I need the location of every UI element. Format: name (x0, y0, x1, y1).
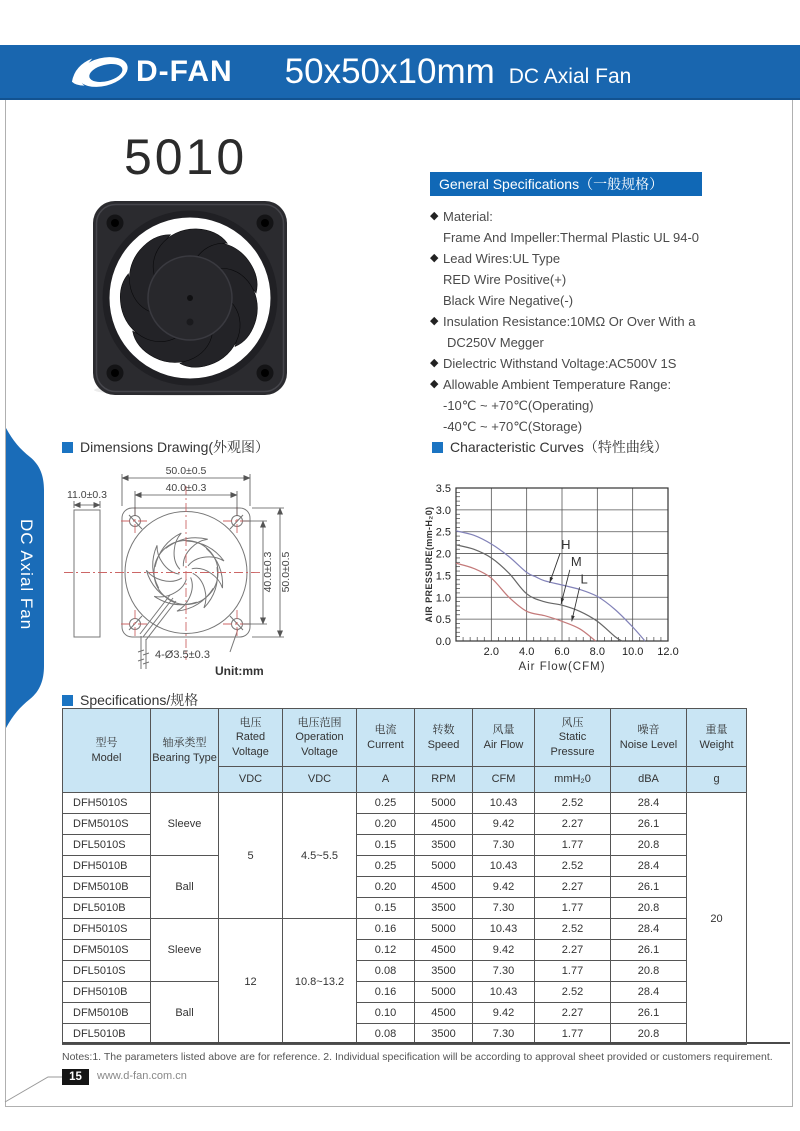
dimension-labels (67, 465, 292, 678)
svg-text:4.0: 4.0 (519, 646, 535, 658)
specifications-table-wrap (62, 708, 746, 1045)
dim-width-inner: 40.0±0.3 (165, 482, 207, 494)
svg-text:0.5: 0.5 (435, 614, 451, 627)
airflow-cell: 9.42 (473, 814, 535, 835)
general-specs-section (430, 172, 740, 437)
spec-bullet-item (430, 374, 740, 395)
col-header: 电流 Current (357, 709, 415, 767)
model-cell: DFH5010B (63, 982, 151, 1003)
side-tab-label: DC Axial Fan (17, 518, 36, 631)
dim-holes: 4-Ø3.5±0.3 (155, 649, 210, 661)
product-size-title: 50x50x10mm (284, 51, 495, 91)
noise-cell: 28.4 (611, 793, 687, 814)
col-header: 电压 Rated Voltage (219, 709, 283, 767)
airflow-cell: 9.42 (473, 877, 535, 898)
curve-label-H: H (561, 537, 571, 553)
noise-cell: 28.4 (611, 919, 687, 940)
section-title-curves-label: Characteristic Curves（特性曲线） (450, 439, 668, 455)
blue-square-icon (432, 442, 443, 453)
page-number-badge: 15 (62, 1069, 89, 1085)
diamond-bullet-icon: ◆ (430, 210, 439, 222)
x-axis-title: Air Flow(CFM) (518, 661, 606, 673)
unit-header: A (357, 767, 415, 793)
table-row (63, 919, 747, 940)
speed-cell: 4500 (415, 877, 473, 898)
brand-logo (70, 52, 233, 92)
unit-header: CFM (473, 767, 535, 793)
unit-header: g (687, 767, 747, 793)
dimensions-drawing (58, 462, 393, 684)
brand-name: D-FAN (136, 54, 233, 88)
specifications-table (62, 708, 747, 1045)
current-cell: 0.25 (357, 793, 415, 814)
spec-item-text: Insulation Resistance:10MΩ Or Over With a (443, 314, 696, 329)
characteristic-curves-chart (423, 458, 793, 676)
model-cell: DFL5010S (63, 835, 151, 856)
operation-voltage-cell: 10.8~13.2 (283, 919, 357, 1045)
curve-L (456, 563, 596, 641)
col-header: 型号 Model (63, 709, 151, 793)
bearing-cell: Sleeve (151, 919, 219, 982)
col-header: 风量 Air Flow (473, 709, 535, 767)
col-header: 电压范围 Operation Voltage (283, 709, 357, 767)
fan-swoosh-icon (70, 52, 132, 92)
bearing-cell: Sleeve (151, 793, 219, 856)
airflow-cell: 10.43 (473, 982, 535, 1003)
svg-text:0.0: 0.0 (435, 636, 451, 648)
current-cell: 0.16 (357, 982, 415, 1003)
page-border-bottom (5, 1106, 793, 1107)
model-cell: DFM5010B (63, 877, 151, 898)
noise-cell: 20.8 (611, 898, 687, 919)
noise-cell: 20.8 (611, 835, 687, 856)
rated-voltage-cell: 12 (219, 919, 283, 1045)
notes-text: Notes:1. The parameters listed above are for reference. 2. Individual specification will be according to approval sheet provided or customers requirement. (62, 1051, 773, 1063)
spec-continuation-line (430, 395, 740, 416)
speed-cell: 3500 (415, 961, 473, 982)
speed-cell: 5000 (415, 856, 473, 877)
curve-label-L: L (580, 571, 588, 587)
header-bar (0, 45, 800, 100)
speed-cell: 4500 (415, 1003, 473, 1024)
current-cell: 0.08 (357, 1024, 415, 1045)
airflow-cell: 9.42 (473, 1003, 535, 1024)
col-header: 轴承类型 Bearing Type (151, 709, 219, 793)
current-cell: 0.25 (357, 856, 415, 877)
table-row (63, 982, 747, 1003)
speed-cell: 3500 (415, 1024, 473, 1045)
noise-cell: 26.1 (611, 940, 687, 961)
svg-text:3.5: 3.5 (435, 483, 451, 495)
model-cell: DFL5010S (63, 961, 151, 982)
model-cell: DFM5010S (63, 940, 151, 961)
dim-height-outer: 50.0±0.5 (280, 551, 292, 593)
dim-depth: 11.0±0.3 (66, 489, 108, 501)
svg-text:2.5: 2.5 (435, 526, 451, 539)
unit-header: VDC (219, 767, 283, 793)
section-title-specs (62, 690, 198, 710)
noise-cell: 20.8 (611, 961, 687, 982)
unit-header: dBA (611, 767, 687, 793)
pressure-cell: 2.27 (535, 940, 611, 961)
diamond-bullet-icon: ◆ (430, 252, 439, 264)
spec-item-text: Frame And Impeller:Thermal Plastic UL 94-0 (443, 230, 700, 245)
pressure-cell: 1.77 (535, 898, 611, 919)
airflow-cell: 7.30 (473, 1024, 535, 1045)
noise-cell: 26.1 (611, 814, 687, 835)
airflow-cell: 10.43 (473, 856, 535, 877)
section-title-specs-label: Specifications/规格 (80, 692, 199, 708)
spec-item-text: Material: (443, 209, 493, 224)
footer-corner-lines (0, 1060, 70, 1110)
section-title-dimensions (62, 437, 269, 457)
noise-cell: 26.1 (611, 877, 687, 898)
section-title-curves (432, 437, 668, 457)
spec-bullet-item (430, 248, 740, 269)
model-cell: DFM5010B (63, 1003, 151, 1024)
drawing-centerlines (64, 486, 260, 660)
col-header: 转数 Speed (415, 709, 473, 767)
spec-continuation-line (430, 332, 740, 353)
pressure-cell: 2.52 (535, 793, 611, 814)
drawing-geometry (74, 508, 250, 669)
bearing-cell: Ball (151, 982, 219, 1045)
current-cell: 0.20 (357, 814, 415, 835)
bearing-cell: Ball (151, 856, 219, 919)
blue-square-icon (62, 695, 73, 706)
current-cell: 0.12 (357, 940, 415, 961)
dim-width-outer: 50.0±0.5 (165, 465, 207, 477)
current-cell: 0.10 (357, 1003, 415, 1024)
spec-item-text: Allowable Ambient Temperature Range: (443, 377, 672, 392)
spec-item-text: Black Wire Negative(-) (443, 293, 574, 308)
current-cell: 0.16 (357, 919, 415, 940)
svg-text:3.0: 3.0 (435, 504, 451, 517)
notes-divider (62, 1042, 790, 1044)
model-title: 5010 (124, 129, 248, 185)
svg-text:1.0: 1.0 (435, 592, 451, 605)
speed-cell: 4500 (415, 940, 473, 961)
svg-text:6.0: 6.0 (554, 646, 570, 658)
speed-cell: 3500 (415, 898, 473, 919)
pressure-cell: 1.77 (535, 1024, 611, 1045)
model-cell: DFH5010S (63, 919, 151, 940)
spec-item-text: Lead Wires:UL Type (443, 251, 561, 266)
svg-text:10.0: 10.0 (621, 646, 644, 658)
unit-header: RPM (415, 767, 473, 793)
col-header: 重量 Weight (687, 709, 747, 767)
speed-cell: 5000 (415, 919, 473, 940)
general-specs-list (430, 206, 740, 437)
pressure-cell: 2.52 (535, 982, 611, 1003)
svg-text:2.0: 2.0 (483, 646, 499, 658)
svg-text:12.0: 12.0 (657, 646, 679, 658)
pressure-cell: 2.27 (535, 814, 611, 835)
airflow-cell: 7.30 (473, 961, 535, 982)
model-cell: DFL5010B (63, 1024, 151, 1045)
unit-header: mmH₂0 (535, 767, 611, 793)
header-title-group (285, 52, 632, 92)
table-row (63, 856, 747, 877)
diamond-bullet-icon: ◆ (430, 357, 439, 369)
airflow-cell: 10.43 (473, 919, 535, 940)
speed-cell: 5000 (415, 982, 473, 1003)
pressure-cell: 2.27 (535, 877, 611, 898)
spec-item-text: RED Wire Positive(+) (443, 272, 567, 287)
svg-text:8.0: 8.0 (589, 646, 605, 658)
airflow-cell: 7.30 (473, 898, 535, 919)
curve-label-M: M (570, 553, 582, 569)
general-specs-header: General Specifications（一般规格） (430, 172, 702, 196)
spec-continuation-line (430, 269, 740, 290)
airflow-cell: 7.30 (473, 835, 535, 856)
spec-item-text: Dielectric Withstand Voltage:AC500V 1S (443, 356, 677, 371)
spec-continuation-line (430, 290, 740, 311)
noise-cell: 28.4 (611, 856, 687, 877)
col-header: 噪音 Noise Level (611, 709, 687, 767)
pressure-cell: 1.77 (535, 835, 611, 856)
svg-text:2.0: 2.0 (435, 548, 451, 561)
pressure-cell: 2.27 (535, 1003, 611, 1024)
model-cell: DFL5010B (63, 898, 151, 919)
speed-cell: 4500 (415, 814, 473, 835)
col-header: 风压 Static Pressure (535, 709, 611, 767)
current-cell: 0.15 (357, 835, 415, 856)
model-cell: DFH5010B (63, 856, 151, 877)
airflow-cell: 9.42 (473, 940, 535, 961)
section-title-dimensions-label: Dimensions Drawing(外观图） (80, 439, 270, 455)
table-row (63, 793, 747, 814)
model-cell: DFH5010S (63, 793, 151, 814)
svg-text:1.5: 1.5 (435, 570, 451, 583)
spec-item-text: -10℃ ~ +70℃(Operating) (443, 398, 594, 413)
spec-bullet-item (430, 311, 740, 332)
fan-photo (90, 198, 290, 398)
current-cell: 0.15 (357, 898, 415, 919)
blue-square-icon (62, 442, 73, 453)
y-axis-title: AIR PRESSURE(mm-H₂0) (424, 506, 434, 623)
diamond-bullet-icon: ◆ (430, 378, 439, 390)
curve-H (456, 531, 645, 641)
spec-bullet-item (430, 353, 740, 374)
spec-item-text: DC250V Megger (447, 335, 544, 350)
airflow-cell: 10.43 (473, 793, 535, 814)
unit-header: VDC (283, 767, 357, 793)
speed-cell: 3500 (415, 835, 473, 856)
website-text: www.d-fan.com.cn (97, 1070, 187, 1082)
diamond-bullet-icon: ◆ (430, 315, 439, 327)
product-subtitle: DC Axial Fan (508, 64, 632, 88)
current-cell: 0.08 (357, 961, 415, 982)
spec-continuation-line (430, 227, 740, 248)
operation-voltage-cell: 4.5~5.5 (283, 793, 357, 919)
noise-cell: 26.1 (611, 1003, 687, 1024)
noise-cell: 20.8 (611, 1024, 687, 1045)
rated-voltage-cell: 5 (219, 793, 283, 919)
dim-height-inner: 40.0±0.3 (262, 551, 274, 593)
model-cell: DFM5010S (63, 814, 151, 835)
weight-cell: 20 (687, 793, 747, 1045)
unit-label: Unit:mm (215, 664, 264, 678)
pressure-cell: 1.77 (535, 961, 611, 982)
spec-item-text: -40℃ ~ +70℃(Storage) (443, 419, 583, 434)
pressure-cell: 2.52 (535, 856, 611, 877)
pressure-cell: 2.52 (535, 919, 611, 940)
current-cell: 0.20 (357, 877, 415, 898)
noise-cell: 28.4 (611, 982, 687, 1003)
speed-cell: 5000 (415, 793, 473, 814)
spec-bullet-item (430, 206, 740, 227)
spec-continuation-line (430, 416, 740, 437)
